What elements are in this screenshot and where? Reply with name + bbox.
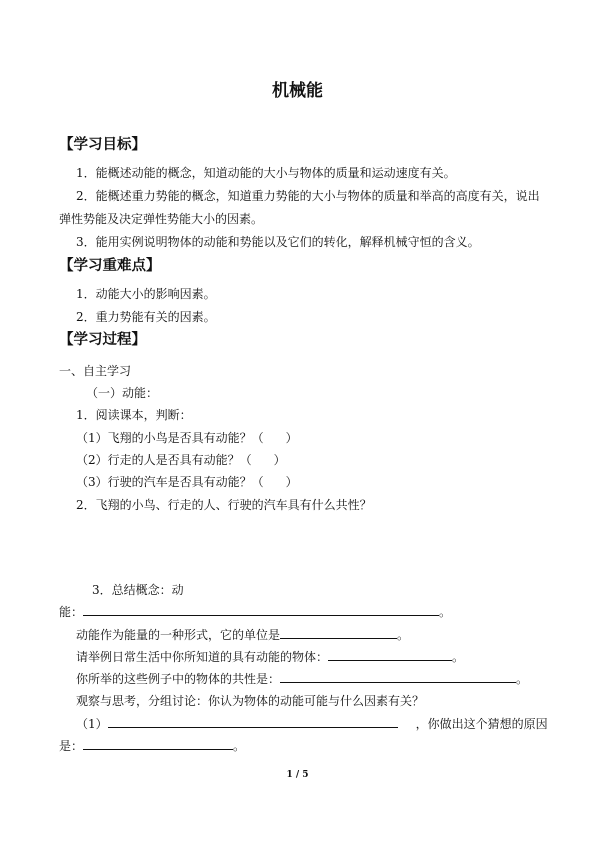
guess-reason-prompt: ，你做出这个猜想的原因: [415, 717, 548, 731]
period: 。: [516, 672, 529, 686]
question-3-lead: 3．总结概念：动: [92, 583, 184, 597]
answer-line-definition[interactable]: [83, 603, 439, 616]
paren-open: （: [251, 475, 264, 489]
question-2: 2．飞翔的小鸟、行走的人、行驶的汽车具有什么共性？: [76, 498, 372, 512]
keypoint-2: 2．重力势能有关的因素。: [76, 310, 216, 324]
reason-prompt: 是：: [59, 739, 84, 753]
page-number: 1 / 5: [286, 770, 309, 780]
part-heading: 一、自主学习: [59, 364, 132, 378]
goal-line-1: 1．能概述动能的概念，知道动能的大小与物体的质量和运动速度有关。: [76, 166, 456, 180]
reason-line: [59, 737, 245, 754]
examples-line: [76, 648, 464, 665]
question-1: 1．阅读课本，判断：: [76, 408, 192, 422]
question-item-2: [76, 451, 286, 468]
unit-line: [76, 626, 409, 643]
common-line: [76, 670, 528, 687]
answer-line-common[interactable]: [280, 670, 516, 683]
discussion-prompt: 观察与思考，分组讨论：你认为物体的动能可能与什么因素有关？: [76, 694, 425, 708]
question-item-text: （1）飞翔的小鸟是否具有动能？: [76, 431, 252, 445]
paren-close: ）: [273, 453, 286, 467]
section-heading-goals: 【学习目标】: [59, 137, 146, 153]
question-item-3: [76, 473, 298, 490]
goal-line-3: 3．能用实例说明物体的动能和势能以及它们的转化，解释机械守恒的含义。: [76, 235, 480, 249]
guess-number: （1）: [76, 717, 108, 731]
period: 。: [397, 628, 410, 642]
question-3-cont: 能：: [59, 605, 84, 619]
unit-prompt: 动能作为能量的一种形式，它的单位是: [76, 628, 281, 642]
paren-open: （: [239, 453, 252, 467]
section-heading-keypoints: 【学习重难点】: [59, 258, 161, 274]
examples-prompt: 请举例日常生活中你所知道的具有动能的物体：: [76, 650, 329, 664]
question-item-1: [76, 429, 298, 446]
question-item-text: （3）行驶的汽车是否具有动能？: [76, 475, 252, 489]
period: 。: [233, 739, 246, 753]
subheading-kinetic: （一）动能：: [86, 386, 159, 400]
answer-line-reason[interactable]: [83, 737, 233, 750]
goal-line-2: 2．能概述重力势能的概念，知道重力势能的大小与物体的质量和举高的高度有关，说出: [76, 189, 540, 203]
question-3-line: [59, 603, 451, 620]
goal-line-2-cont: 弹性势能及决定弹性势能大小的因素。: [59, 212, 264, 226]
common-prompt: 你所举的这些例子中的物体的共性是：: [76, 672, 281, 686]
paren-open: （: [251, 431, 264, 445]
section-heading-process: 【学习过程】: [59, 332, 146, 348]
period: 。: [452, 650, 465, 664]
answer-line-unit[interactable]: [280, 626, 397, 639]
answer-line-guess[interactable]: [108, 715, 398, 728]
page-title: 机械能: [272, 81, 323, 101]
period: 。: [439, 605, 452, 619]
paren-close: ）: [285, 475, 298, 489]
question-item-text: （2）行走的人是否具有动能？: [76, 453, 240, 467]
paren-close: ）: [285, 431, 298, 445]
keypoint-1: 1．动能大小的影响因素。: [76, 287, 216, 301]
guess-line: [76, 715, 548, 732]
answer-line-examples[interactable]: [328, 648, 452, 661]
